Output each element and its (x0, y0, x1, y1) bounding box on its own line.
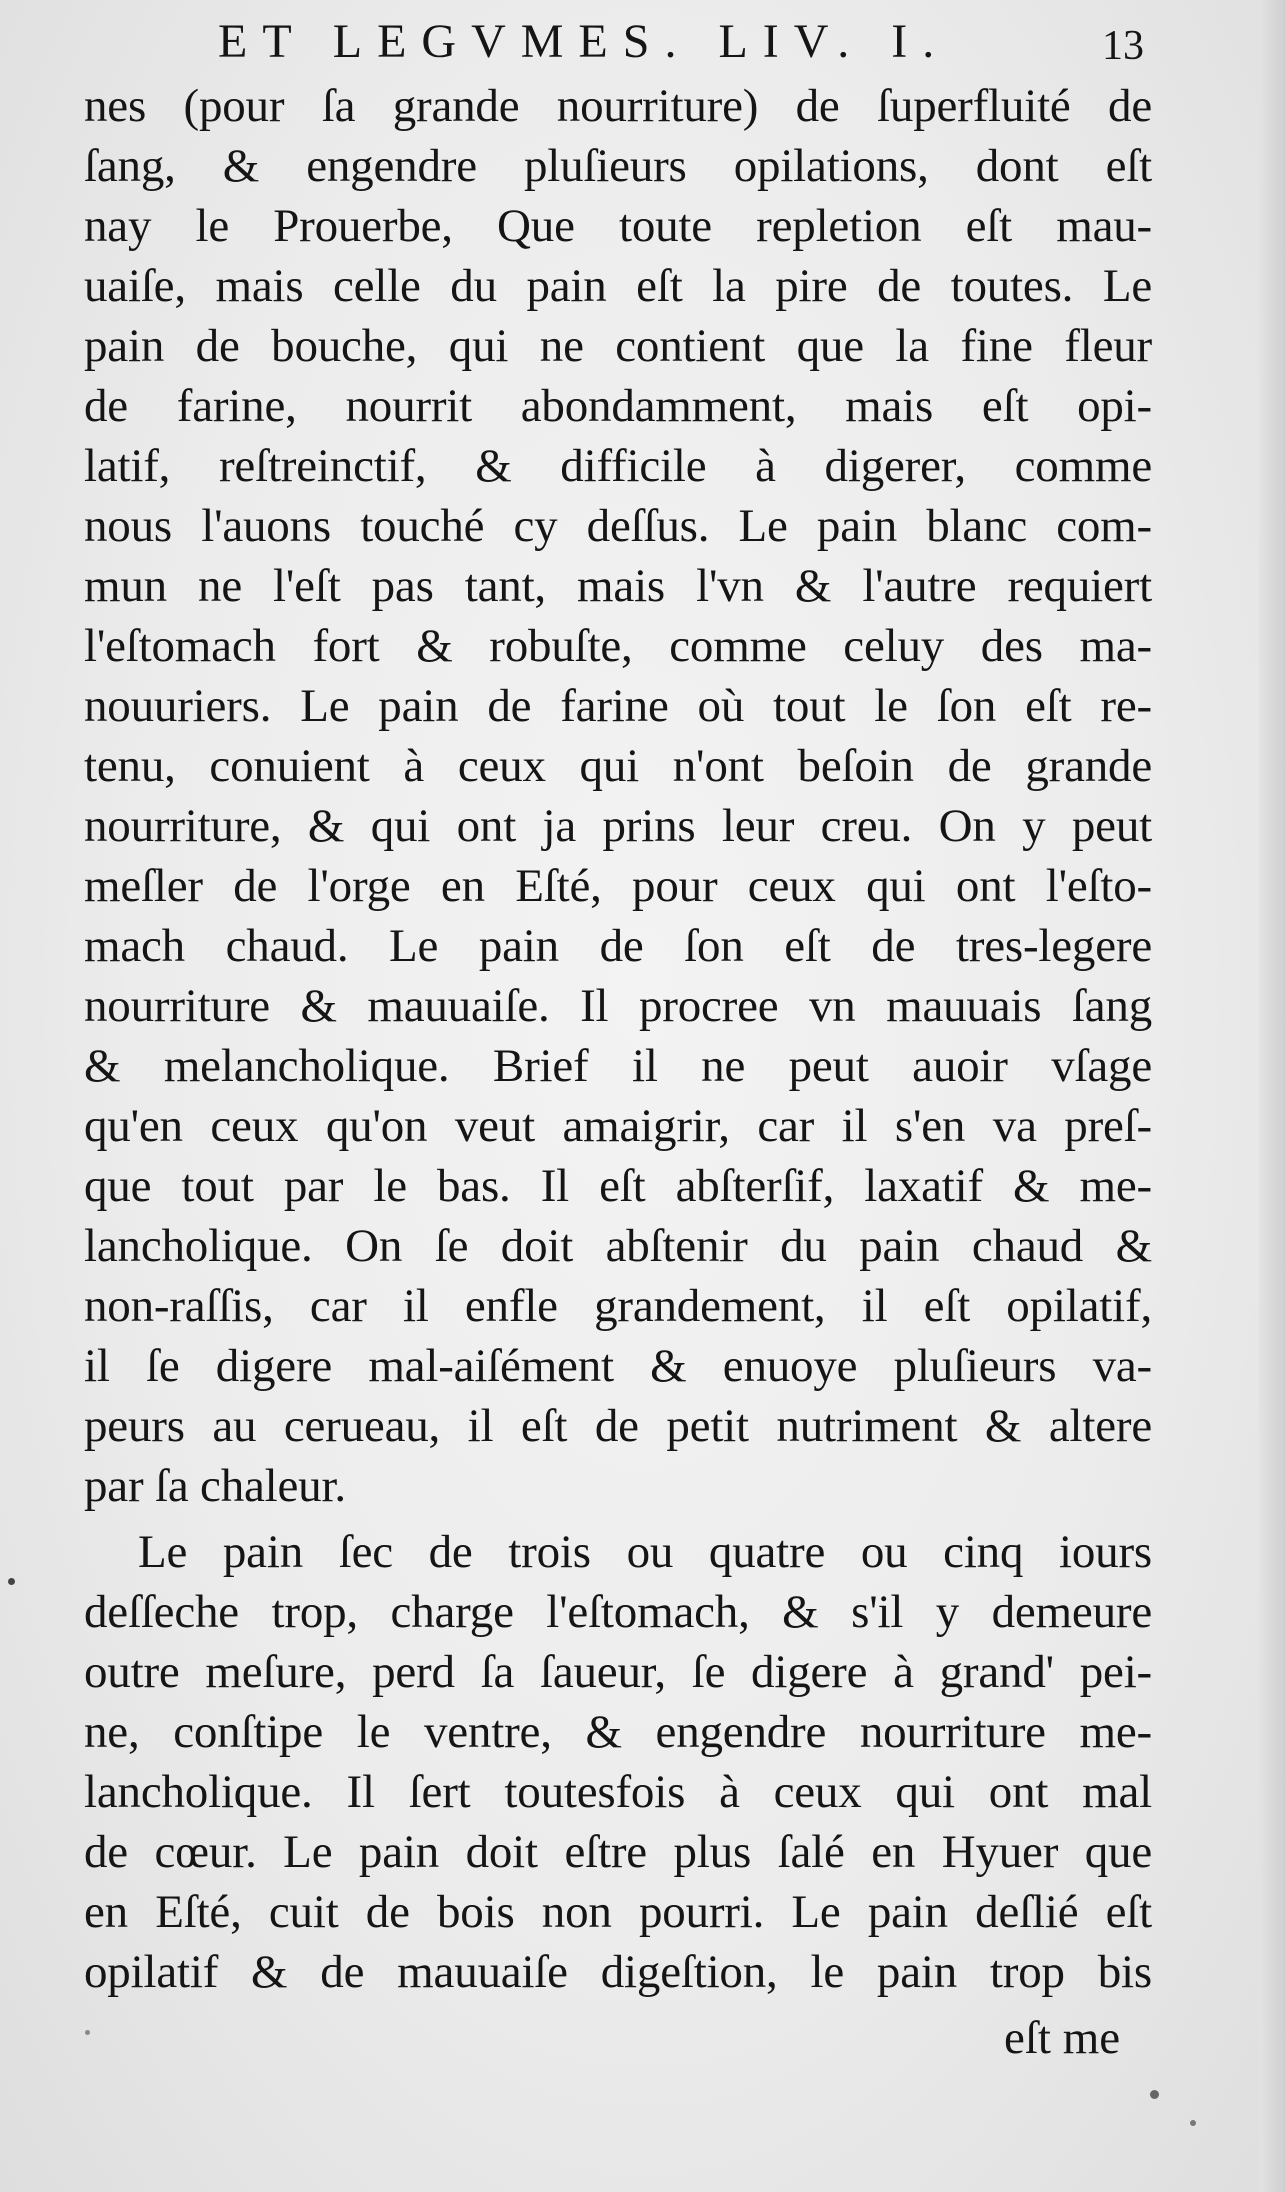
text-line: non-raſſis, car il enfle grandement, il eſt opilatif, (84, 1280, 1152, 1332)
text-line: mach chaud. Le pain de ſon eſt de tres-legere (84, 920, 1152, 972)
text-line: en Eſté, cuit de bois non pourri. Le pain deſlié eſt (84, 1886, 1152, 1938)
page-gutter-shadow (1259, 0, 1285, 2192)
text-line: pain de bouche, qui ne contient que la fine fleur (84, 320, 1152, 372)
text-line: meſler de l'orge en Eſté, pour ceux qui ont l'eſto- (84, 860, 1152, 912)
text-line: il ſe digere mal-aiſément & enuoye pluſieurs va- (84, 1340, 1152, 1392)
page-number: 13 (1102, 23, 1144, 69)
text-line: peurs au cerueau, il eſt de petit nutriment & altere (84, 1400, 1152, 1452)
text-line: nourriture, & qui ont ja prins leur creu. On y peut (84, 800, 1152, 852)
catchword: eſt me (1004, 2012, 1121, 2064)
text-line: tenu, conuient à ceux qui n'ont beſoin de grande (84, 740, 1152, 792)
ink-speck (85, 2030, 90, 2035)
text-line: deſſeche trop, charge l'eſtomach, & s'il y demeure (84, 1586, 1152, 1638)
text-line: nourriture & mauuaiſe. Il procree vn mauuais ſang (84, 980, 1152, 1032)
text-line: outre meſure, perd ſa ſaueur, ſe digere à grand' pei- (84, 1646, 1152, 1698)
text-line: uaiſe, mais celle du pain eſt la pire de toutes. Le (84, 260, 1152, 312)
text-line: latif, reſtreinctif, & difficile à digerer, comme (84, 440, 1152, 492)
ink-speck (8, 1578, 15, 1585)
text-line: ne, conſtipe le ventre, & engendre nourriture me- (84, 1706, 1152, 1758)
text-line: de farine, nourrit abondamment, mais eſt opi- (84, 380, 1152, 432)
ink-speck (1190, 2120, 1196, 2126)
running-head: ET LEGVMES. LIV. I. (218, 15, 950, 68)
text-line: ſang, & engendre pluſieurs opilations, dont eſt (84, 140, 1152, 192)
paragraph-first-line: Le pain ſec de trois ou quatre ou cinq iours (138, 1526, 1152, 1578)
text-line: de cœur. Le pain doit eſtre plus ſalé en Hyuer que (84, 1826, 1152, 1878)
text-line: l'eſtomach fort & robuſte, comme celuy des ma- (84, 620, 1152, 672)
text-line: nouuriers. Le pain de farine où tout le ſon eſt re- (84, 680, 1152, 732)
ink-speck (1150, 2090, 1159, 2099)
text-line: que tout par le bas. Il eſt abſterſif, laxatif & me- (84, 1160, 1152, 1212)
text-line: nes (pour ſa grande nourriture) de ſuperfluité de (84, 80, 1152, 132)
text-line: lancholique. Il ſert toutesfois à ceux qui ont mal (84, 1766, 1152, 1818)
text-line: nous l'auons touché cy deſſus. Le pain blanc com- (84, 500, 1152, 552)
text-line: lancholique. On ſe doit abſtenir du pain chaud & (84, 1220, 1152, 1272)
text-line: opilatif & de mauuaiſe digeſtion, le pain trop bis (84, 1946, 1152, 1998)
text-line: & melancholique. Brief il ne peut auoir vſage (84, 1040, 1152, 1092)
text-line: mun ne l'eſt pas tant, mais l'vn & l'autre requiert (84, 560, 1152, 612)
text-line: qu'en ceux qu'on veut amaigrir, car il s'en va preſ- (84, 1100, 1152, 1152)
text-line: nay le Prouerbe, Que toute repletion eſt mau- (84, 200, 1152, 252)
text-line-last: par ſa chaleur. (84, 1460, 346, 1512)
